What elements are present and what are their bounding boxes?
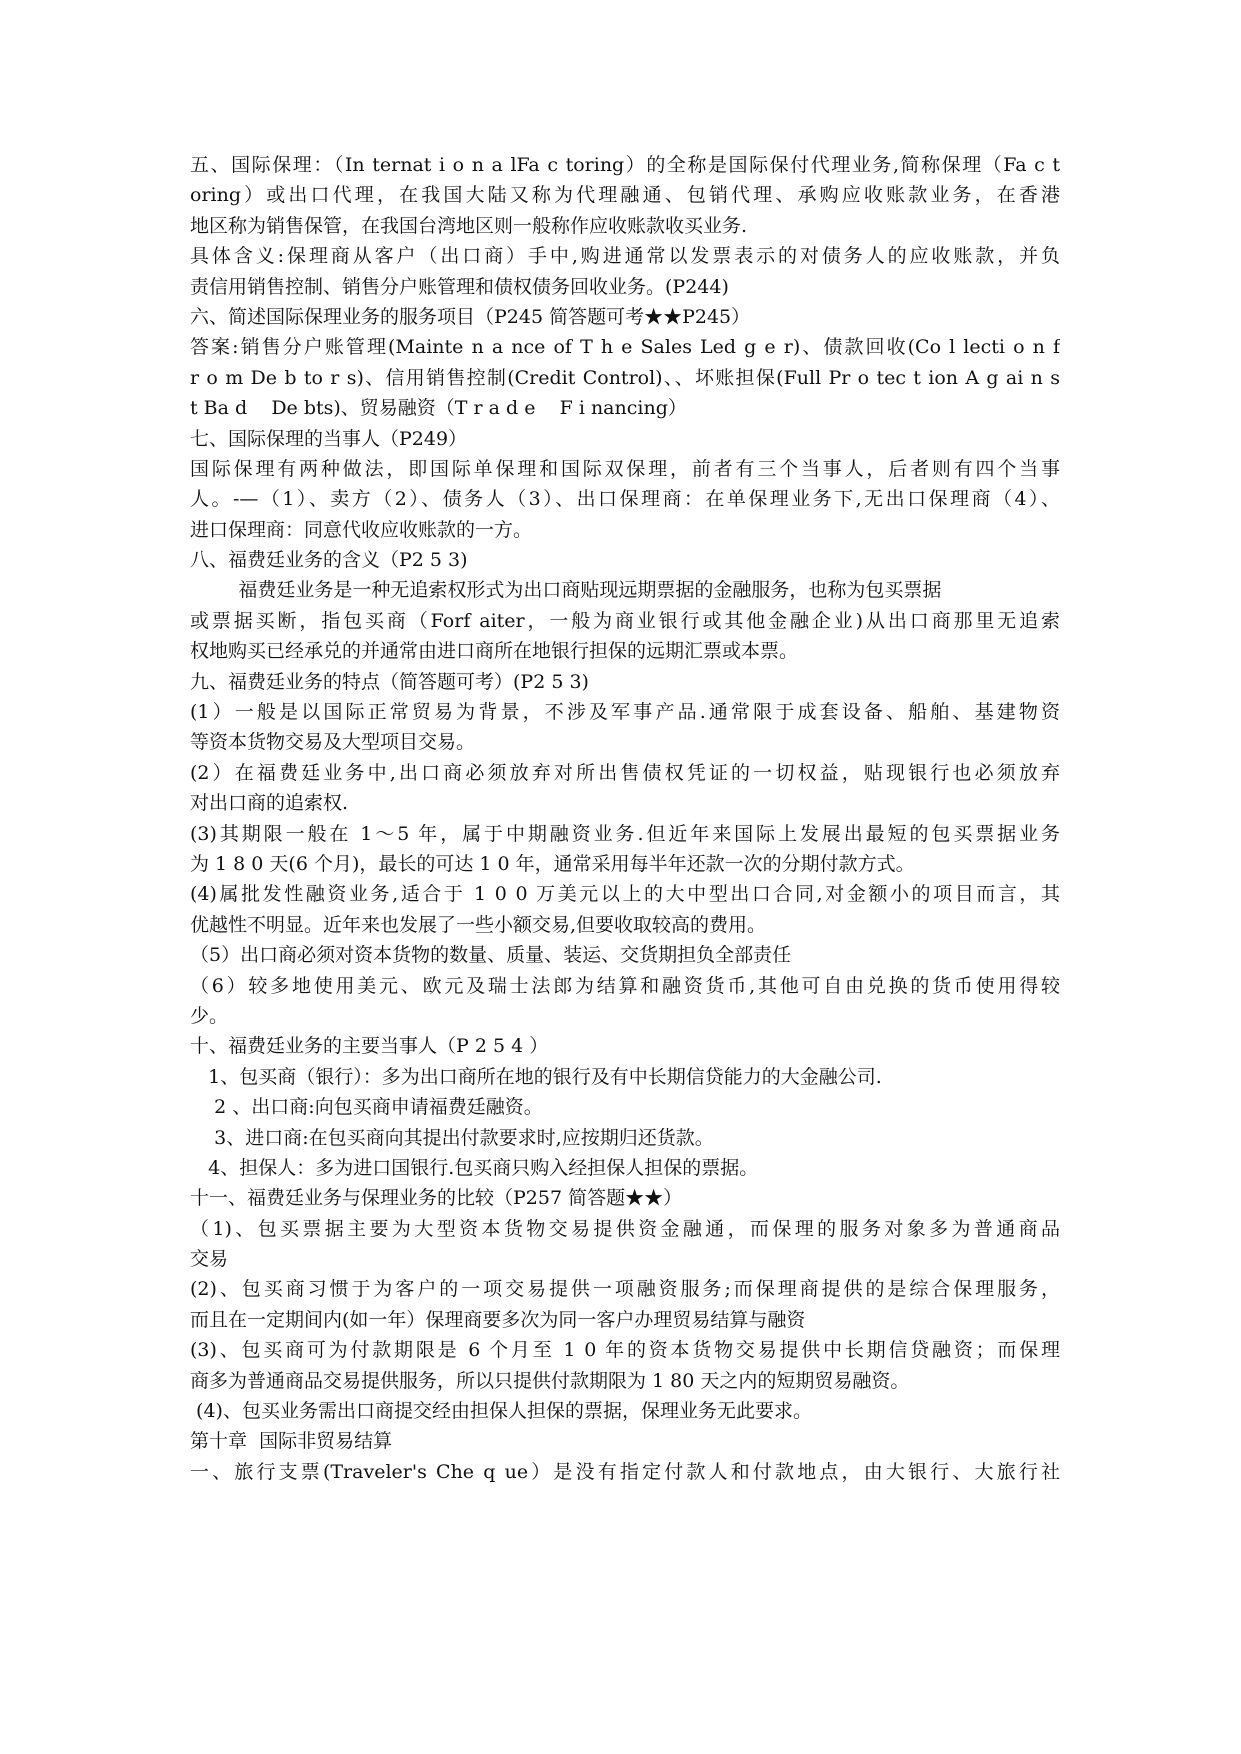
- section-heading: 八、福费廷业务的含义（P2 5 3): [190, 549, 468, 572]
- text-line: (1）一般是以国际正常贸易为背景，不涉及军事产品.通常限于成套设备、船舶、基建物资: [190, 701, 1060, 724]
- text-line: r o m De b to r s)、信用销售控制(Credit Control)、、坏账担保(Full Pr o tec t ion A g ai n s: [190, 366, 1060, 389]
- text-line: 优越性不明显。近年来也发展了一些小额交易,但要收取较高的费用。: [190, 913, 767, 936]
- text-line: (2)、包买商习惯于为客户的一项交易提供一项融资服务;而保理商提供的是综合保理服务，: [190, 1278, 1060, 1301]
- text-line: 福费廷业务是一种无追索权形式为出口商贴现远期票据的金融服务，也称为包买票据: [190, 579, 942, 602]
- text-line: 一、旅行支票(Traveler's Che q ue）是没有指定付款人和付款地点，由大银行、大旅行社: [190, 1460, 1060, 1483]
- text-line: 答案:销售分户账管理(Mainte n a nce of T h e Sales Led g e r)、债款回收(Co l lecti o n f: [190, 336, 1060, 359]
- text-line: (4)、包买业务需出口商提交经由担保人担保的票据，保理业务无此要求。: [190, 1400, 812, 1423]
- text-line: 商多为普通商品交易提供服务，所以只提供付款期限为 1 80 天之内的短期贸易融资。: [190, 1369, 910, 1392]
- text-line: 3、进口商:在包买商向其提出付款要求时,应按期归还货款。: [190, 1126, 714, 1149]
- text-line: 少。: [190, 1004, 229, 1027]
- text-line: 人。-—（1）、卖方（2）、债务人（3）、出口保理商：在单保理业务下,无出口保理商（4）、: [190, 488, 1060, 511]
- text-line: 具体含义:保理商从客户（出口商）手中,购进通常以发票表示的对债务人的应收账款，并负: [190, 245, 1060, 268]
- text-line: 责信用销售控制、销售分户账管理和债权债务回收业务。(P244): [190, 275, 729, 298]
- text-line: 2 、出口商:向包买商申请福费廷融资。: [190, 1096, 543, 1119]
- text-line: 对出口商的追索权.: [190, 792, 349, 815]
- text-line: 五、国际保理：（In ternat i o n a lFa c toring）的全称是国际保付代理业务,简称保理（Fa c t: [190, 154, 1060, 176]
- text-line: （1)、包买票据主要为大型资本货物交易提供资金融通，而保理的服务对象多为普通商品: [190, 1217, 1060, 1240]
- section-heading: 六、简述国际保理业务的服务项目（P245 简答题可考★★P245）: [190, 305, 751, 328]
- text-line: 权地购买已经承兑的并通常由进口商所在地银行担保的远期汇票或本票。: [190, 640, 799, 663]
- section-heading: 十一、福费廷业务与保理业务的比较（P257 简答题★★）: [190, 1187, 683, 1210]
- text-line: 进口保理商：同意代收应收账款的一方。: [190, 518, 533, 541]
- text-line: (3)、包买商可为付款期限是 6 个月至 1 0 年的资本货物交易提供中长期信贷融资；而保理: [190, 1339, 1060, 1362]
- text-line: (3)其期限一般在 1～5 年，属于中期融资业务.但近年来国际上发展出最短的包买票据业务: [190, 822, 1060, 845]
- text-line: 交易: [190, 1248, 229, 1271]
- document-body: [190, 150, 1060, 1487]
- section-heading: 七、国际保理的当事人（P249）: [190, 427, 468, 450]
- text-line: 4、担保人：多为进口国银行.包买商只购入经担保人担保的票据。: [190, 1156, 759, 1179]
- text-line: 而且在一定期间内(如一年）保理商要多次为同一客户办理贸易结算与融资: [190, 1308, 806, 1331]
- section-heading: 十、福费廷业务的主要当事人（P 2 5 4 ）: [190, 1035, 549, 1058]
- text-line: 1、包买商（银行）：多为出口商所在地的银行及有中长期信贷能力的大金融公司.: [190, 1065, 882, 1088]
- text-line: oring）或出口代理，在我国大陆又称为代理融通、包销代理、承购应收账款业务，在香港: [190, 184, 1060, 207]
- text-line: 国际保理有两种做法，即国际单保理和国际双保理，前者有三个当事人，后者则有四个当事: [190, 457, 1060, 480]
- text-line: 或票据买断，指包买商（Forf aiter，一般为商业银行或其他金融企业)从出口商那里无追索: [190, 609, 1060, 632]
- text-line: t Ba d De bts)、贸易融资（T r a d e F i nancing）: [190, 397, 687, 420]
- text-line: (2）在福费廷业务中,出口商必须放弃对所出售债权凭证的一切权益，贴现银行也必须放弃: [190, 761, 1060, 784]
- text-line: 等资本货物交易及大型项目交易。: [190, 731, 476, 754]
- text-line: (4)属批发性融资业务,适合于 1 0 0 万美元以上的大中型出口合同,对金额小的项目而言，其: [190, 883, 1060, 906]
- section-heading: 九、福费廷业务的特点（简答题可考）(P2 5 3): [190, 670, 589, 693]
- text-line: 地区称为销售保管，在我国台湾地区则一般称作应收账款收买业务.: [190, 214, 748, 237]
- text-line: 为 1 8 0 天(6 个月)，最长的可达 1 0 年，通常采用每半年还款一次的分期付款方式。: [190, 852, 915, 875]
- text-line: （6）较多地使用美元、欧元及瑞士法郎为结算和融资货币,其他可自由兑换的货币使用得较: [190, 974, 1060, 997]
- chapter-heading: 第十章 国际非贸易结算: [190, 1430, 393, 1453]
- text-line: （5）出口商必须对资本货物的数量、质量、装运、交货期担负全部责任: [190, 944, 792, 967]
